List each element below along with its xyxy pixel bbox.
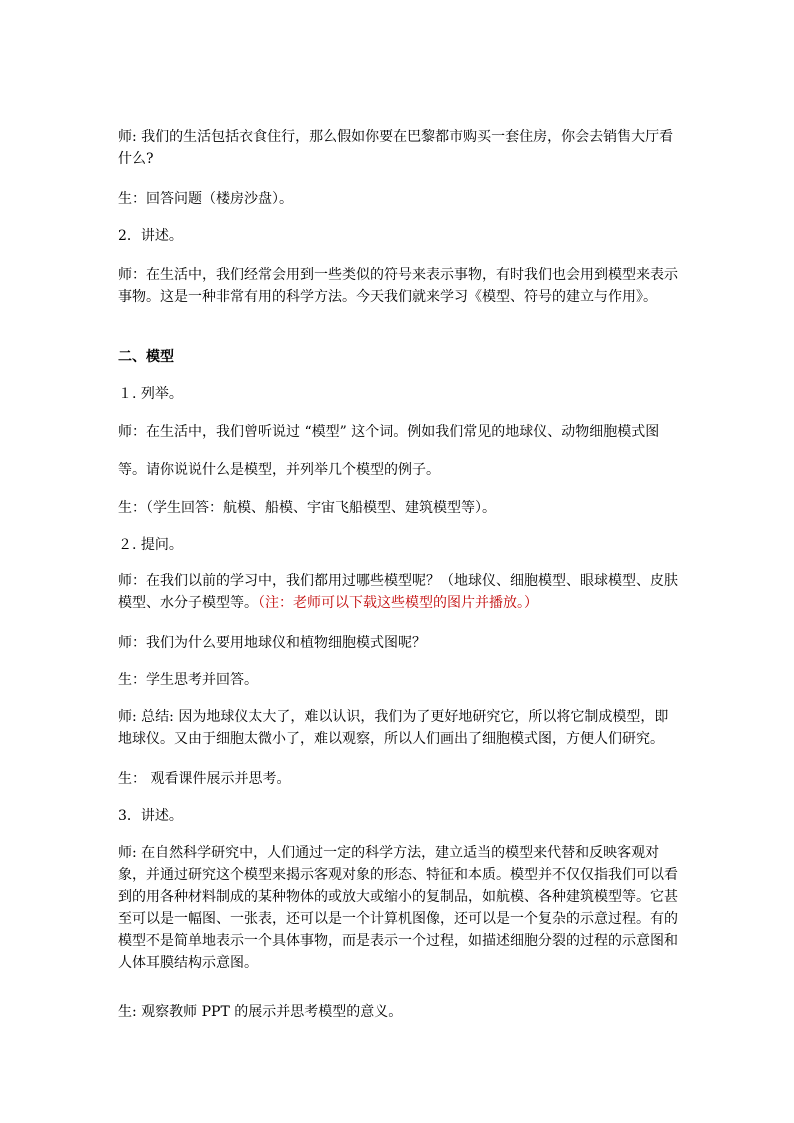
- step-heading-list: １. 列举。: [118, 386, 183, 402]
- student-answer-examples: 生：（学生回答：航模、船模、宇宙飞船模型、建筑模型等）。: [118, 500, 496, 516]
- teacher-paragraph-why-globe: 师：我们为什么要用地球仪和植物细胞模式图呢？: [118, 635, 426, 651]
- student-answer-think: 生：学生思考并回答。: [118, 672, 258, 688]
- teacher-paragraph-summary: 师: 总结: 因为地球仪太大了，难以认识，我们为了更好地研究它，所以将它制成模型，即地球仪。又由于细胞太微小了，难以观察，所以人们画出了细胞模式图，方便人们研究。: [118, 709, 669, 747]
- student-answer-ppt: 生: 观察教师 PPT 的展示并思考模型的意义。: [118, 1004, 403, 1020]
- student-answer-sandtable: 生：回答问题（楼房沙盘）。: [118, 191, 293, 207]
- teacher-paragraph-housing: 师: 我们的生活包括衣食住行，那么假如你要在巴黎都市购买一套住房，你会去销售大厅看什么?: [118, 129, 674, 167]
- step-heading-question: ２. 提问。: [118, 537, 183, 553]
- teacher-paragraph-model-intro-line1: 师：在生活中，我们曾听说过 “模型” 这个词。例如我们常见的地球仪、动物细胞模式图: [118, 424, 660, 440]
- teacher-note-red: （注：老师可以下载这些模型的图片并播放。）: [258, 595, 538, 611]
- student-answer-watch: 生： 观看课件展示并思考。: [118, 771, 291, 787]
- teacher-question-text: 师：在我们以前的学习中，我们都用过哪些模型呢？（地球仪、细胞模型、眼球模型、皮肤模型、水分子模型等。: [118, 573, 678, 611]
- section-heading-model: 二、模型: [118, 349, 174, 365]
- step-heading-explain: 2．讲述。: [118, 228, 183, 244]
- teacher-paragraph-model-definition: 师: 在自然科学研究中，人们通过一定的科学方法，建立适当的模型来代替和反映客观对象，并通过研究这个模型来揭示客观对象的形态、特征和本质。模型并不仅仅指我们可以看到的用各种材料制成的某种物体的或放大或缩小的复制品，如航模、各种建筑模型等。它甚至可以是一幅图、一张表，还可以是一个计算机图像，还可以是一个复杂的示意过程。有的模型不是简单地表示一个具体事物，而是表示一个过程，如描述细胞分裂的过程的示意图和人体耳膜结构示意图。: [118, 845, 678, 971]
- teacher-paragraph-model-intro-line2: 等。请你说说什么是模型，并列举几个模型的例子。: [118, 462, 440, 478]
- step-heading-explain-3: 3．讲述。: [118, 808, 183, 824]
- teacher-paragraph-symbols: 师：在生活中，我们经常会用到一些类似的符号来表示事物，有时我们也会用到模型来表示事物。这是一种非常有用的科学方法。今天我们就来学习《模型、符号的建立与作用》。: [118, 267, 678, 305]
- teacher-paragraph-models-used: [118, 570, 678, 614]
